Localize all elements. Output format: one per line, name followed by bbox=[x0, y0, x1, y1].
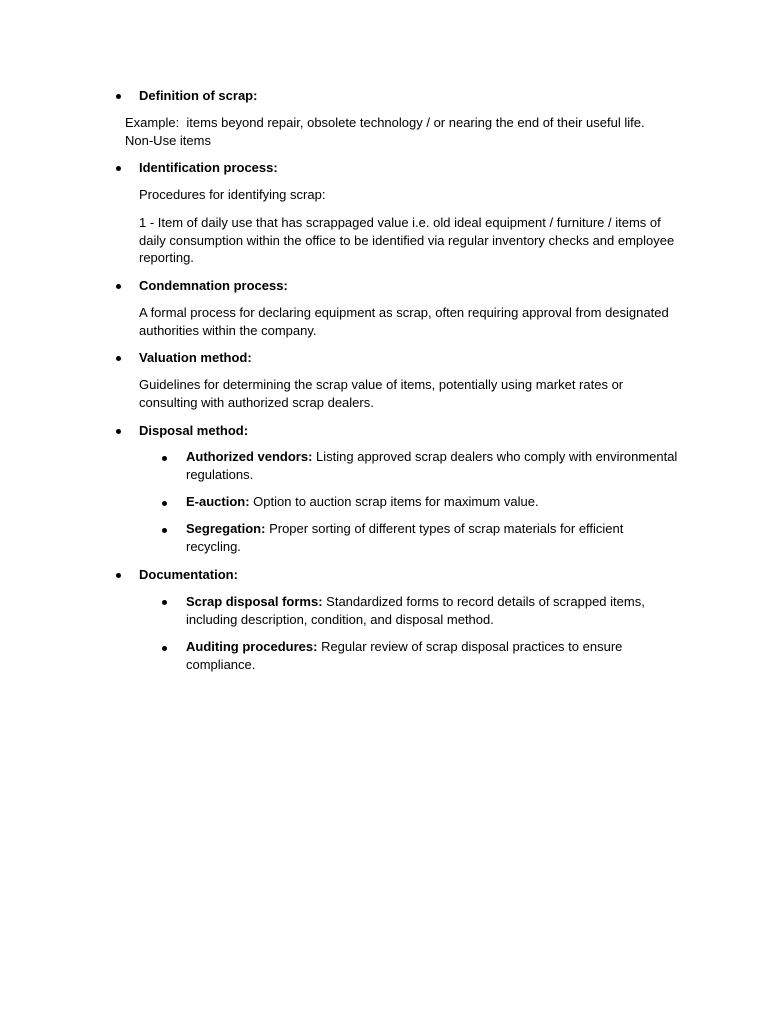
item-text: Standardized forms to record details of scrapped items, including description, condition, and disposal method. bbox=[186, 594, 649, 627]
list-item bbox=[186, 493, 686, 511]
bullet-icon bbox=[116, 429, 121, 434]
bullet-icon bbox=[162, 501, 167, 506]
section-heading-disposal: Disposal method: bbox=[139, 423, 249, 438]
bullet-icon bbox=[162, 600, 167, 605]
item-label: Authorized vendors: bbox=[186, 449, 313, 464]
section-heading-identification: Identification process: bbox=[139, 160, 278, 175]
item-label: Segregation: bbox=[186, 521, 266, 536]
valuation-text: Guidelines for determining the scrap value of items, potentially using market rates or consulting with authorized scrap dealers. bbox=[139, 377, 627, 410]
list-item bbox=[186, 448, 686, 483]
bullet-icon bbox=[162, 528, 167, 533]
bullet-icon bbox=[116, 573, 121, 578]
item-label: E-auction: bbox=[186, 494, 250, 509]
item-text: Option to auction scrap items for maximum value. bbox=[249, 494, 539, 509]
identification-procedure: 1 - Item of daily use that has scrappaged value i.e. old ideal equipment / furniture / items of daily consumption within the office to be identified via regular inventory checks and employee reporting. bbox=[139, 215, 678, 265]
definition-example: Example: items beyond repair, obsolete technology / or nearing the end of their useful life. Non-Use items bbox=[125, 115, 649, 148]
item-text: Proper sorting of different types of scrap materials for efficient recycling. bbox=[186, 521, 628, 554]
list-item bbox=[186, 593, 656, 628]
item-label: Scrap disposal forms: bbox=[186, 594, 323, 609]
bullet-icon bbox=[116, 284, 121, 289]
item-text: Regular review of scrap disposal practices to ensure compliance. bbox=[186, 639, 627, 672]
bullet-icon bbox=[162, 456, 167, 461]
section-heading-condemnation: Condemnation process: bbox=[139, 278, 288, 293]
list-item bbox=[186, 520, 641, 555]
bullet-icon bbox=[116, 94, 121, 99]
identification-intro: Procedures for identifying scrap: bbox=[139, 187, 326, 202]
bullet-icon bbox=[116, 166, 121, 171]
item-label: Auditing procedures: bbox=[186, 639, 318, 654]
bullet-icon bbox=[162, 646, 167, 651]
item-text: Listing approved scrap dealers who comply with environmental regulations. bbox=[186, 449, 681, 482]
section-heading-definition: Definition of scrap: bbox=[139, 88, 258, 103]
list-item bbox=[186, 638, 626, 673]
section-heading-valuation: Valuation method: bbox=[139, 350, 252, 365]
section-heading-documentation: Documentation: bbox=[139, 567, 238, 582]
bullet-icon bbox=[116, 356, 121, 361]
condemnation-text: A formal process for declaring equipment as scrap, often requiring approval from designated authorities within the company. bbox=[139, 305, 673, 338]
